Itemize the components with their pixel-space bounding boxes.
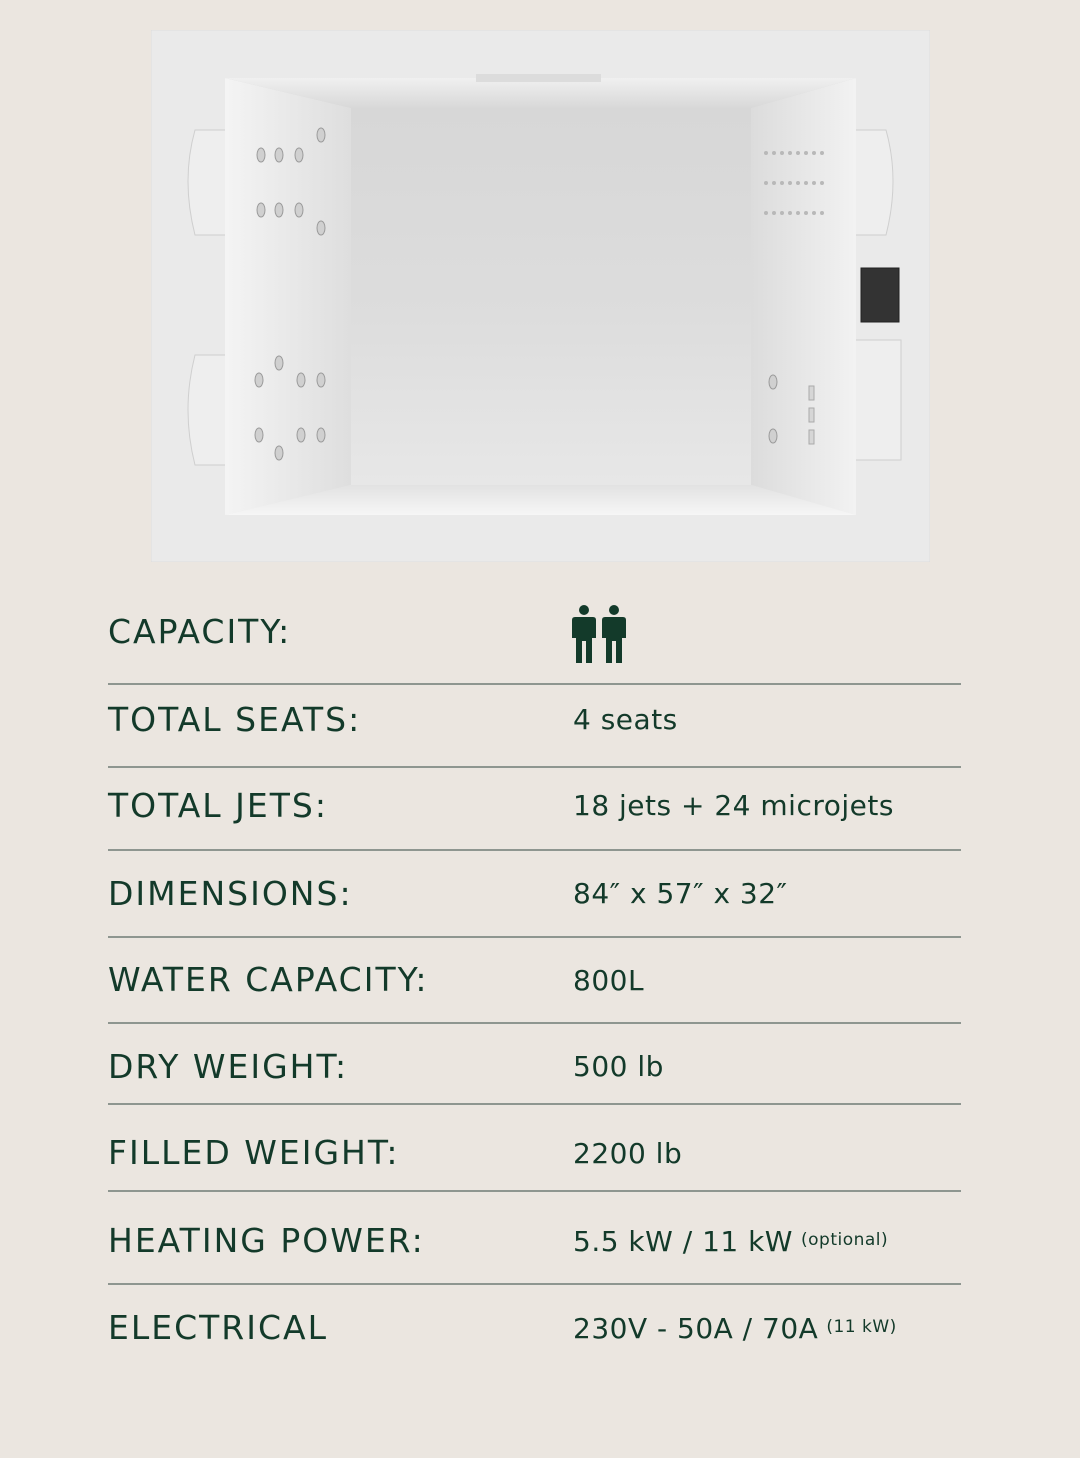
spec-row-capacity <box>108 590 961 683</box>
spec-label: TOTAL SEATS: <box>108 700 362 739</box>
spec-value: 18 jets + 24 microjets <box>573 789 894 822</box>
spec-value <box>573 1225 888 1258</box>
spec-value: 84″ x 57″ x 32″ <box>573 877 788 910</box>
spec-value: 800L <box>573 964 645 997</box>
spec-row-dimensions <box>108 849 961 936</box>
spec-label: FILLED WEIGHT: <box>108 1133 400 1172</box>
spec-value: 4 seats <box>573 703 678 736</box>
spec-label: ELECTRICAL <box>108 1308 328 1347</box>
spec-label: WATER CAPACITY: <box>108 960 429 999</box>
spec-table <box>108 590 961 1373</box>
spec-value <box>573 1312 897 1345</box>
hot-tub-top-view <box>151 30 930 562</box>
spec-label: DIMENSIONS: <box>108 874 353 913</box>
spec-row-filled-weight <box>108 1103 961 1190</box>
spec-row-dry-weight <box>108 1022 961 1103</box>
capacity-icons <box>571 604 627 664</box>
spec-row-total-seats <box>108 683 961 766</box>
spec-value-note: (optional) <box>801 1230 889 1250</box>
spec-row-water-capacity <box>108 936 961 1022</box>
spec-value-main: 230V - 50A / 70A <box>573 1312 819 1345</box>
spec-value: 2200 lb <box>573 1137 683 1170</box>
spec-value: 500 lb <box>573 1050 664 1083</box>
spec-row-heating-power <box>108 1190 961 1283</box>
spec-value-main: 5.5 kW / 11 kW <box>573 1225 793 1258</box>
person-icon <box>601 604 627 664</box>
spec-row-electrical <box>108 1283 961 1373</box>
spec-label: HEATING POWER: <box>108 1221 425 1260</box>
person-icon <box>571 604 597 664</box>
spec-label: TOTAL JETS: <box>108 786 328 825</box>
spec-value-note: (11 kW) <box>826 1317 897 1337</box>
spec-row-total-jets <box>108 766 961 849</box>
spec-label: CAPACITY: <box>108 612 292 651</box>
spec-label: DRY WEIGHT: <box>108 1047 349 1086</box>
